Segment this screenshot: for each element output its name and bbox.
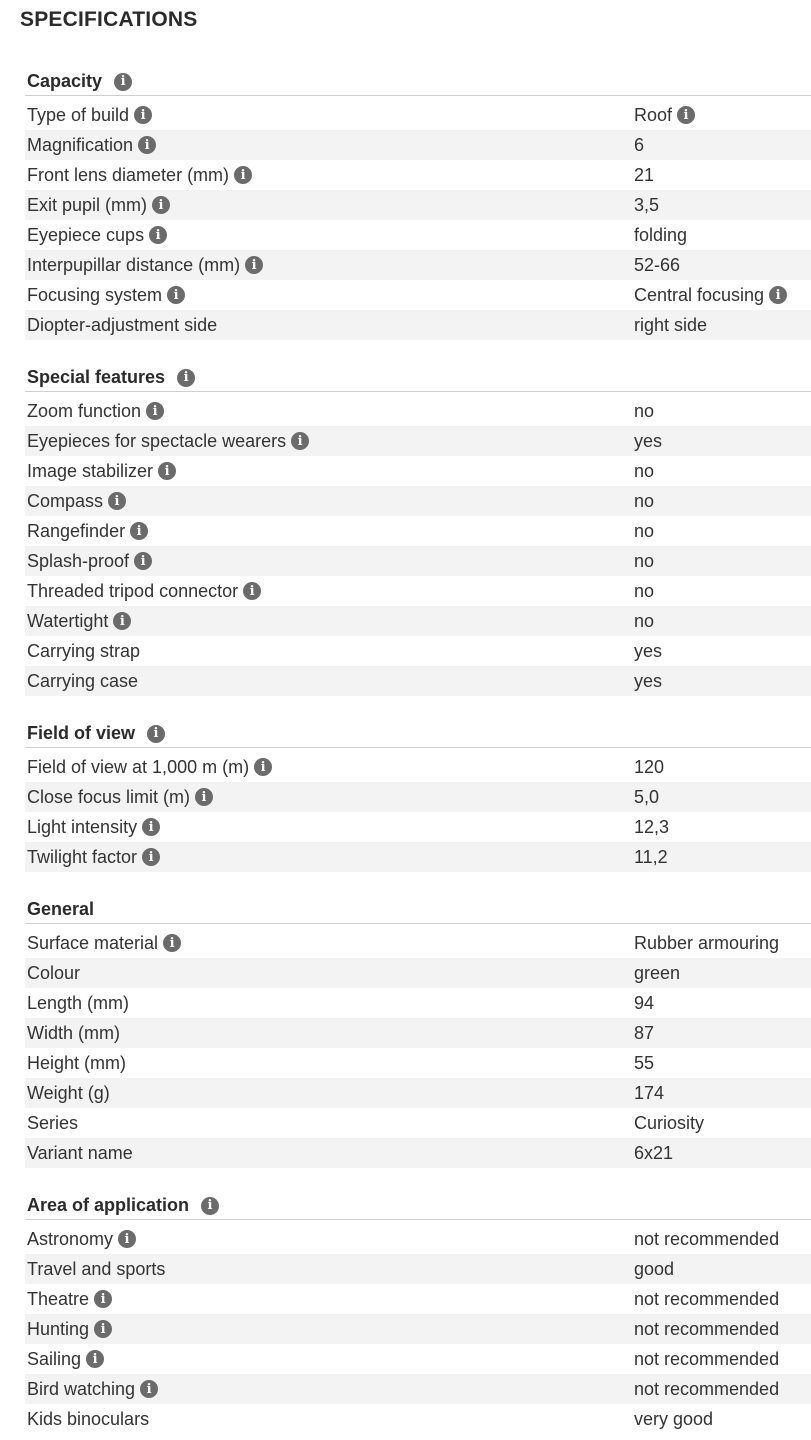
spec-label-text: Eyepieces for spectacle wearers: [27, 430, 287, 451]
spec-label: [27, 285, 185, 306]
spec-label-text: Field of view at 1,000 m (m): [27, 756, 250, 777]
section-general: [25, 896, 811, 1168]
spec-label: [27, 135, 156, 156]
spec-label: [27, 165, 252, 186]
spec-label: [27, 1229, 136, 1250]
info-icon[interactable]: i: [138, 136, 156, 154]
spec-rows: [25, 928, 811, 1168]
spec-label: [27, 933, 181, 954]
info-icon[interactable]: i: [167, 286, 185, 304]
info-icon[interactable]: i: [118, 1230, 136, 1248]
spec-label-text: Type of build: [27, 104, 130, 125]
spec-row: [25, 190, 811, 220]
info-icon[interactable]: i: [94, 1290, 112, 1308]
spec-label: [27, 431, 309, 452]
spec-label: [27, 1143, 133, 1164]
spec-label-text: Diopter-adjustment side: [27, 314, 218, 335]
spec-label-text: Travel and sports: [27, 1258, 166, 1279]
spec-value: [634, 993, 654, 1014]
spec-label-text: Variant name: [27, 1142, 133, 1163]
spec-row: [25, 666, 811, 696]
spec-value-text: no: [634, 610, 655, 631]
spec-value: [634, 431, 662, 452]
spec-row: [25, 1314, 811, 1344]
spec-value-text: no: [634, 460, 655, 481]
info-icon[interactable]: i: [177, 369, 195, 387]
spec-value-text: folding: [634, 224, 688, 245]
spec-label-text: Height (mm): [27, 1052, 127, 1073]
info-icon[interactable]: i: [234, 166, 252, 184]
spec-row: [25, 426, 811, 456]
spec-row: [25, 516, 811, 546]
spec-value: [634, 1053, 654, 1074]
spec-row: [25, 160, 811, 190]
spec-label: [27, 315, 217, 336]
section-title: Field of view: [27, 723, 136, 743]
info-icon[interactable]: i: [130, 522, 148, 540]
spec-value: [634, 847, 668, 868]
spec-rows: [25, 1224, 811, 1434]
spec-row: [25, 1374, 811, 1404]
spec-value-text: right side: [634, 314, 708, 335]
info-icon[interactable]: i: [677, 106, 695, 124]
spec-row: [25, 396, 811, 426]
spec-label-text: Bird watching: [27, 1378, 136, 1399]
spec-row: [25, 958, 811, 988]
spec-row: [25, 250, 811, 280]
spec-value: [634, 225, 687, 246]
spec-value: [634, 1409, 713, 1430]
spec-value: [634, 135, 644, 156]
spec-row: [25, 1108, 811, 1138]
spec-label-text: Watertight: [27, 610, 109, 631]
spec-label-text: Sailing: [27, 1348, 82, 1369]
spec-label-text: Hunting: [27, 1318, 90, 1339]
spec-label-text: Colour: [27, 962, 81, 983]
spec-label-text: Surface material: [27, 932, 159, 953]
spec-value-text: not recommended: [634, 1318, 780, 1339]
spec-label: [27, 461, 176, 482]
spec-value: [634, 581, 654, 602]
spec-row: [25, 1138, 811, 1168]
spec-value-text: no: [634, 550, 655, 571]
spec-value-text: 94: [634, 992, 655, 1013]
section-field-of-view: [25, 720, 811, 872]
spec-row: [25, 606, 811, 636]
spec-value: [634, 671, 662, 692]
info-icon[interactable]: i: [86, 1350, 104, 1368]
spec-row: [25, 456, 811, 486]
spec-row: [25, 782, 811, 812]
spec-value: [634, 1113, 704, 1134]
spec-value: [634, 165, 654, 186]
info-icon[interactable]: i: [769, 286, 787, 304]
spec-value-text: 52-66: [634, 254, 681, 275]
spec-label-text: Kids binoculars: [27, 1408, 150, 1429]
spec-label-text: Length (mm): [27, 992, 130, 1013]
spec-value: [634, 1349, 779, 1370]
spec-label-text: Eyepiece cups: [27, 224, 145, 245]
spec-value: [634, 1289, 779, 1310]
spec-value: [634, 1259, 674, 1280]
section-title: General: [27, 899, 95, 919]
spec-value-text: 6: [634, 134, 645, 155]
spec-value: [634, 1229, 779, 1250]
page-title: SPECIFICATIONS: [20, 8, 198, 31]
section-header: [25, 720, 811, 748]
spec-label-text: Series: [27, 1112, 79, 1133]
info-icon[interactable]: i: [201, 1197, 219, 1215]
spec-label-text: Splash-proof: [27, 550, 130, 571]
info-icon[interactable]: i: [113, 612, 131, 630]
spec-value: [634, 105, 695, 126]
spec-value-text: 5,0: [634, 786, 660, 807]
spec-label-text: Carrying case: [27, 670, 139, 691]
info-icon[interactable]: i: [108, 492, 126, 510]
spec-row: [25, 220, 811, 250]
spec-label: [27, 1259, 165, 1280]
info-icon[interactable]: i: [134, 552, 152, 570]
spec-value: [634, 1083, 664, 1104]
spec-label: [27, 993, 129, 1014]
spec-label: [27, 1113, 78, 1134]
info-icon[interactable]: i: [149, 226, 167, 244]
spec-row: [25, 310, 811, 340]
info-icon[interactable]: i: [152, 196, 170, 214]
spec-rows: [25, 100, 811, 340]
spec-label-text: Rangefinder: [27, 520, 126, 541]
spec-value-text: yes: [634, 430, 663, 451]
info-icon[interactable]: i: [114, 73, 132, 91]
spec-label: [27, 757, 272, 778]
spec-row: [25, 130, 811, 160]
spec-value: [634, 521, 654, 542]
section-title: Capacity: [27, 71, 103, 91]
section-area-of-application: [25, 1192, 811, 1434]
spec-label: [27, 963, 80, 984]
spec-value: [634, 1143, 673, 1164]
spec-row: [25, 1404, 811, 1434]
spec-row: [25, 636, 811, 666]
spec-label: [27, 847, 160, 868]
spec-value-text: 87: [634, 1022, 655, 1043]
spec-row: [25, 486, 811, 516]
spec-value-text: 55: [634, 1052, 655, 1073]
section-capacity: [25, 68, 811, 340]
spec-label: [27, 1349, 104, 1370]
spec-row: [25, 988, 811, 1018]
spec-value-text: no: [634, 580, 655, 601]
spec-row: [25, 1018, 811, 1048]
spec-value: [634, 315, 707, 336]
spec-value-text: not recommended: [634, 1348, 780, 1369]
spec-label: [27, 255, 263, 276]
spec-value-text: yes: [634, 640, 663, 661]
spec-rows: [25, 752, 811, 872]
spec-value: [634, 195, 659, 216]
spec-value-text: not recommended: [634, 1228, 780, 1249]
info-icon[interactable]: i: [94, 1320, 112, 1338]
spec-value: [634, 933, 779, 954]
spec-label-text: Threaded tripod connector: [27, 580, 239, 601]
spec-label: [27, 1319, 112, 1340]
spec-row: [25, 1254, 811, 1284]
spec-row: [25, 812, 811, 842]
section-header: [25, 68, 811, 96]
spec-label: [27, 551, 152, 572]
spec-label: [27, 195, 170, 216]
spec-value-text: 120: [634, 756, 665, 777]
info-icon[interactable]: i: [146, 402, 164, 420]
section-header: [25, 896, 811, 924]
spec-label-text: Image stabilizer: [27, 460, 154, 481]
spec-row: [25, 928, 811, 958]
info-icon[interactable]: i: [195, 788, 213, 806]
info-icon[interactable]: i: [254, 758, 272, 776]
spec-label: [27, 611, 131, 632]
spec-value-text: green: [634, 962, 681, 983]
info-icon[interactable]: i: [140, 1380, 158, 1398]
spec-label-text: Front lens diameter (mm): [27, 164, 230, 185]
section-title: Special features: [27, 367, 166, 387]
spec-label-text: Focusing system: [27, 284, 163, 305]
section-header: [25, 1192, 811, 1220]
spec-row: [25, 1048, 811, 1078]
spec-value-text: yes: [634, 670, 663, 691]
spec-label: [27, 581, 261, 602]
spec-label: [27, 1023, 120, 1044]
spec-label-text: Exit pupil (mm): [27, 194, 148, 215]
spec-label: [27, 491, 126, 512]
info-icon[interactable]: i: [291, 432, 309, 450]
spec-label: [27, 817, 160, 838]
info-icon[interactable]: i: [142, 818, 160, 836]
spec-value-text: 12,3: [634, 816, 670, 837]
spec-value-text: very good: [634, 1408, 714, 1429]
spec-rows: [25, 396, 811, 696]
spec-value: [634, 611, 654, 632]
spec-value-text: 3,5: [634, 194, 660, 215]
spec-row: [25, 576, 811, 606]
spec-value-text: no: [634, 490, 655, 511]
spec-label-text: Zoom function: [27, 400, 142, 421]
spec-label-text: Width (mm): [27, 1022, 120, 1043]
spec-row: [25, 1078, 811, 1108]
spec-label: [27, 225, 167, 246]
spec-value-text: Rubber armouring: [634, 932, 780, 953]
section-title: Area of application: [27, 1195, 190, 1215]
spec-value: [634, 491, 654, 512]
spec-label: [27, 787, 213, 808]
spec-label: [27, 401, 164, 422]
spec-label-text: Astronomy: [27, 1228, 114, 1249]
spec-value-text: Central focusing: [634, 284, 765, 305]
spec-row: [25, 280, 811, 310]
info-icon[interactable]: i: [158, 462, 176, 480]
spec-value: [634, 641, 662, 662]
spec-label-text: Theatre: [27, 1288, 90, 1309]
spec-label: [27, 105, 152, 126]
spec-value: [634, 963, 680, 984]
spec-value: [634, 255, 680, 276]
spec-row: [25, 1344, 811, 1374]
spec-label: [27, 1053, 126, 1074]
spec-value: [634, 401, 654, 422]
spec-value-text: not recommended: [634, 1378, 780, 1399]
spec-row: [25, 100, 811, 130]
info-icon[interactable]: i: [147, 725, 165, 743]
spec-value: [634, 461, 654, 482]
spec-value: [634, 551, 654, 572]
spec-row: [25, 546, 811, 576]
spec-row: [25, 752, 811, 782]
spec-value: [634, 1319, 779, 1340]
spec-label: [27, 671, 138, 692]
spec-value: [634, 285, 787, 306]
spec-label-text: Weight (g): [27, 1082, 110, 1103]
info-icon[interactable]: i: [163, 934, 181, 952]
spec-value: [634, 787, 659, 808]
spec-value-text: no: [634, 520, 655, 541]
spec-label: [27, 1289, 112, 1310]
spec-label: [27, 641, 140, 662]
spec-label-text: Light intensity: [27, 816, 138, 837]
spec-value-text: no: [634, 400, 655, 421]
spec-label-text: Close focus limit (m): [27, 786, 191, 807]
spec-label-text: Compass: [27, 490, 104, 511]
spec-row: [25, 1284, 811, 1314]
spec-label-text: Twilight factor: [27, 846, 138, 867]
spec-value: [634, 1379, 779, 1400]
spec-label-text: Carrying strap: [27, 640, 141, 661]
spec-value-text: Curiosity: [634, 1112, 705, 1133]
info-icon[interactable]: i: [142, 848, 160, 866]
spec-row: [25, 842, 811, 872]
spec-value-text: good: [634, 1258, 675, 1279]
spec-value: [634, 1023, 654, 1044]
spec-label: [27, 1083, 110, 1104]
spec-value: [634, 757, 664, 778]
spec-value-text: 21: [634, 164, 655, 185]
section-special-features: [25, 364, 811, 696]
spec-label-text: Interpupillar distance (mm): [27, 254, 241, 275]
spec-value-text: Roof: [634, 104, 673, 125]
spec-label: [27, 1379, 158, 1400]
spec-label: [27, 1409, 149, 1430]
info-icon[interactable]: i: [243, 582, 261, 600]
spec-label-text: Magnification: [27, 134, 134, 155]
spec-value-text: not recommended: [634, 1288, 780, 1309]
info-icon[interactable]: i: [134, 106, 152, 124]
section-header: [25, 364, 811, 392]
spec-row: [25, 1224, 811, 1254]
spec-value-text: 174: [634, 1082, 665, 1103]
spec-value-text: 11,2: [634, 846, 668, 867]
spec-label: [27, 521, 148, 542]
spec-value: [634, 817, 669, 838]
info-icon[interactable]: i: [245, 256, 263, 274]
spec-value-text: 6x21: [634, 1142, 674, 1163]
